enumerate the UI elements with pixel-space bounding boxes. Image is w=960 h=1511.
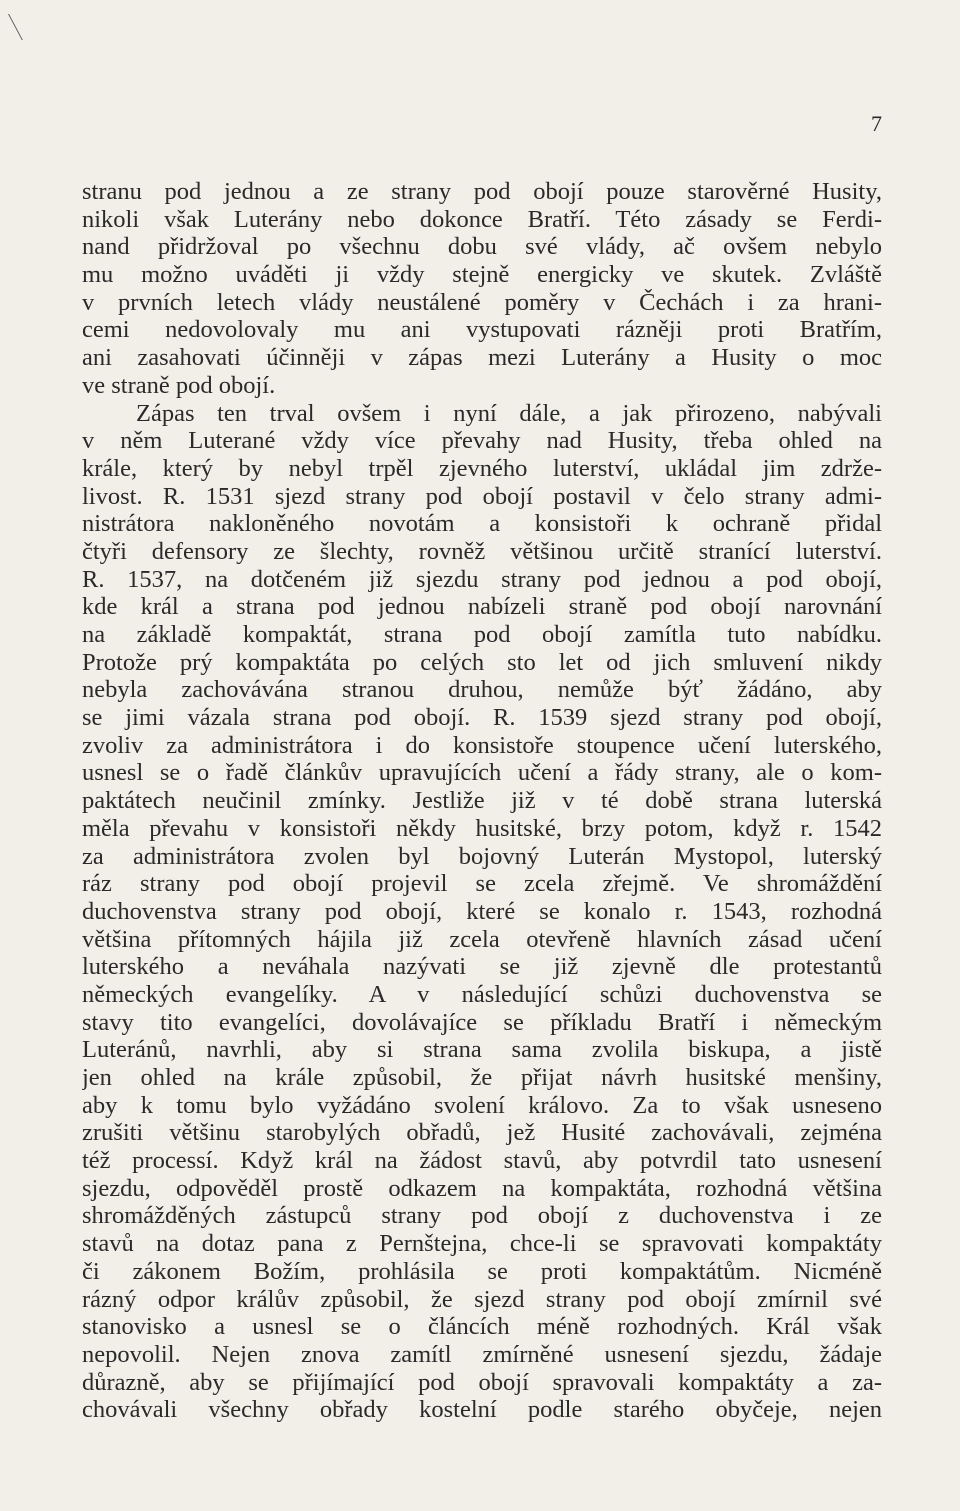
text-line: stavy tito evangelíci, dovolávajíce se příkladu Bratří i německým [82, 1008, 882, 1036]
text-line: zrušiti většinu starobylých obřadů, jež Husité zachovávali, zejména [82, 1119, 882, 1147]
text-line: jen ohled na krále způsobil, že přijat návrh husitské menšiny, [82, 1064, 882, 1091]
text-line: nand přidržoval po všechnu dobu své vlády, ač ovšem nebylo [82, 233, 882, 261]
text-line: čtyři defensory ze šlechty, rovněž většinou určitě stranící luterství. [82, 537, 882, 565]
scan-mark [8, 14, 37, 40]
text-line: na základě kompaktát, strana pod obojí zamítla tuto nabídku. [82, 621, 882, 648]
text-line: za administrátora zvolen byl bojovný Luterán Mystopol, luterský [82, 842, 882, 870]
text-line: duchovenstva strany pod obojí, které se konalo r. 1543, rozhodná [82, 897, 882, 925]
text-line: Zápas ten trval ovšem i nyní dále, a jak přirozeno, nabývali [136, 399, 882, 427]
text-line: nebyla zachovávána stranou druhou, nemůže býť žádáno, aby [82, 676, 882, 704]
text-line: Luteránů, navrhli, aby si strana sama zvolila biskupa, a jistě [82, 1036, 882, 1064]
text-line: měla převahu v konsistoři někdy husitské, brzy potom, když r. 1542 [82, 814, 882, 842]
text-line: v něm Luterané vždy více převahy nad Husity, třeba ohled na [82, 427, 882, 455]
text-line: zvoliv za administrátora i do konsistoře stoupence učení luterského, [82, 731, 882, 759]
text-line: stanovisko a usnesl se o článcích méně rozhodných. Král však [82, 1313, 882, 1341]
text-line: nikoli však Luterány nebo dokonce Bratří. Této zásady se Ferdi- [82, 205, 882, 233]
text-line: cemi nedovolovaly mu ani vystupovati rázněji proti Bratřím, [82, 316, 882, 344]
text-line: či zákonem Božím, prohlásila se proti kompaktátům. Nicméně [82, 1257, 882, 1285]
text-line: rázný odpor králův způsobil, že sjezd strany pod obojí zmírnil své [82, 1285, 882, 1313]
text-line: většina přítomných hájila již zcela otevřeně hlavních zásad učení [82, 925, 882, 953]
page-number: 7 [871, 111, 882, 136]
text-line: luterského a neváhala nazývati se již zjevně dle protestantů [82, 953, 882, 981]
text-line: německých evangelíky. A v následující schůzi duchovenstva se [82, 980, 882, 1008]
text-line: v prvních letech vlády neustálené poměry v Čechách i za hrani- [82, 288, 882, 316]
text-line: paktátech neučinil zmínky. Jestliže již v té době strana luterská [82, 787, 882, 815]
text-line: R. 1537, na dotčeném již sjezdu strany pod jednou a pod obojí, [82, 565, 882, 593]
text-line: chovávali všechny obřady kostelní podle starého obyčeje, nejen [82, 1396, 882, 1424]
text-line: nepovolil. Nejen znova zamítl zmírněné usnesení sjezdu, žádaje [82, 1340, 882, 1368]
text-line: Protože prý kompaktáta po celých sto let od jich smluvení nikdy [82, 648, 882, 676]
text-line: stavů na dotaz pana z Pernštejna, chce-li se spravovati kompaktáty [82, 1230, 882, 1258]
text-line: stranu pod jednou a ze strany pod obojí pouze starověrné Husity, [82, 178, 882, 205]
body-text [82, 178, 882, 1424]
text-line: též processí. Když král na žádost stavů, aby potvrdil tato usnesení [82, 1147, 882, 1175]
text-line: aby k tomu bylo vyžádáno svolení královo. Za to však usneseno [82, 1091, 882, 1119]
text-line: kde král a strana pod jednou nabízeli straně pod obojí narovnání [82, 593, 882, 621]
text-line: livost. R. 1531 sjezd strany pod obojí postavil v čelo strany admi- [82, 482, 882, 510]
text-line: krále, který by nebyl trpěl zjevného luterství, ukládal jim zdrže- [82, 454, 882, 482]
text-line: shromážděných zástupců strany pod obojí z duchovenstva i ze [82, 1202, 882, 1230]
text-line: usnesl se o řadě článkův upravujících učení a řády strany, ale o kom- [82, 759, 882, 787]
text-line: ani zasahovati účinněji v zápas mezi Luterány a Husity o moc [82, 344, 882, 372]
text-line: mu možno uváděti ji vždy stejně energicky ve skutek. Zvláště [82, 261, 882, 289]
text-line: sjezdu, odpověděl prostě odkazem na kompaktáta, rozhodná většina [82, 1174, 882, 1202]
text-line: ráz strany pod obojí projevil se zcela zřejmě. Ve shromáždění [82, 870, 882, 898]
text-line: důrazně, aby se přijímající pod obojí spravovali kompaktáty a za- [82, 1368, 882, 1396]
text-line: nistrátora nakloněného novotám a konsistoři k ochraně přidal [82, 510, 882, 538]
text-line: ve straně pod obojí. [82, 371, 276, 399]
text-line: se jimi vázala strana pod obojí. R. 1539 sjezd strany pod obojí, [82, 704, 882, 732]
